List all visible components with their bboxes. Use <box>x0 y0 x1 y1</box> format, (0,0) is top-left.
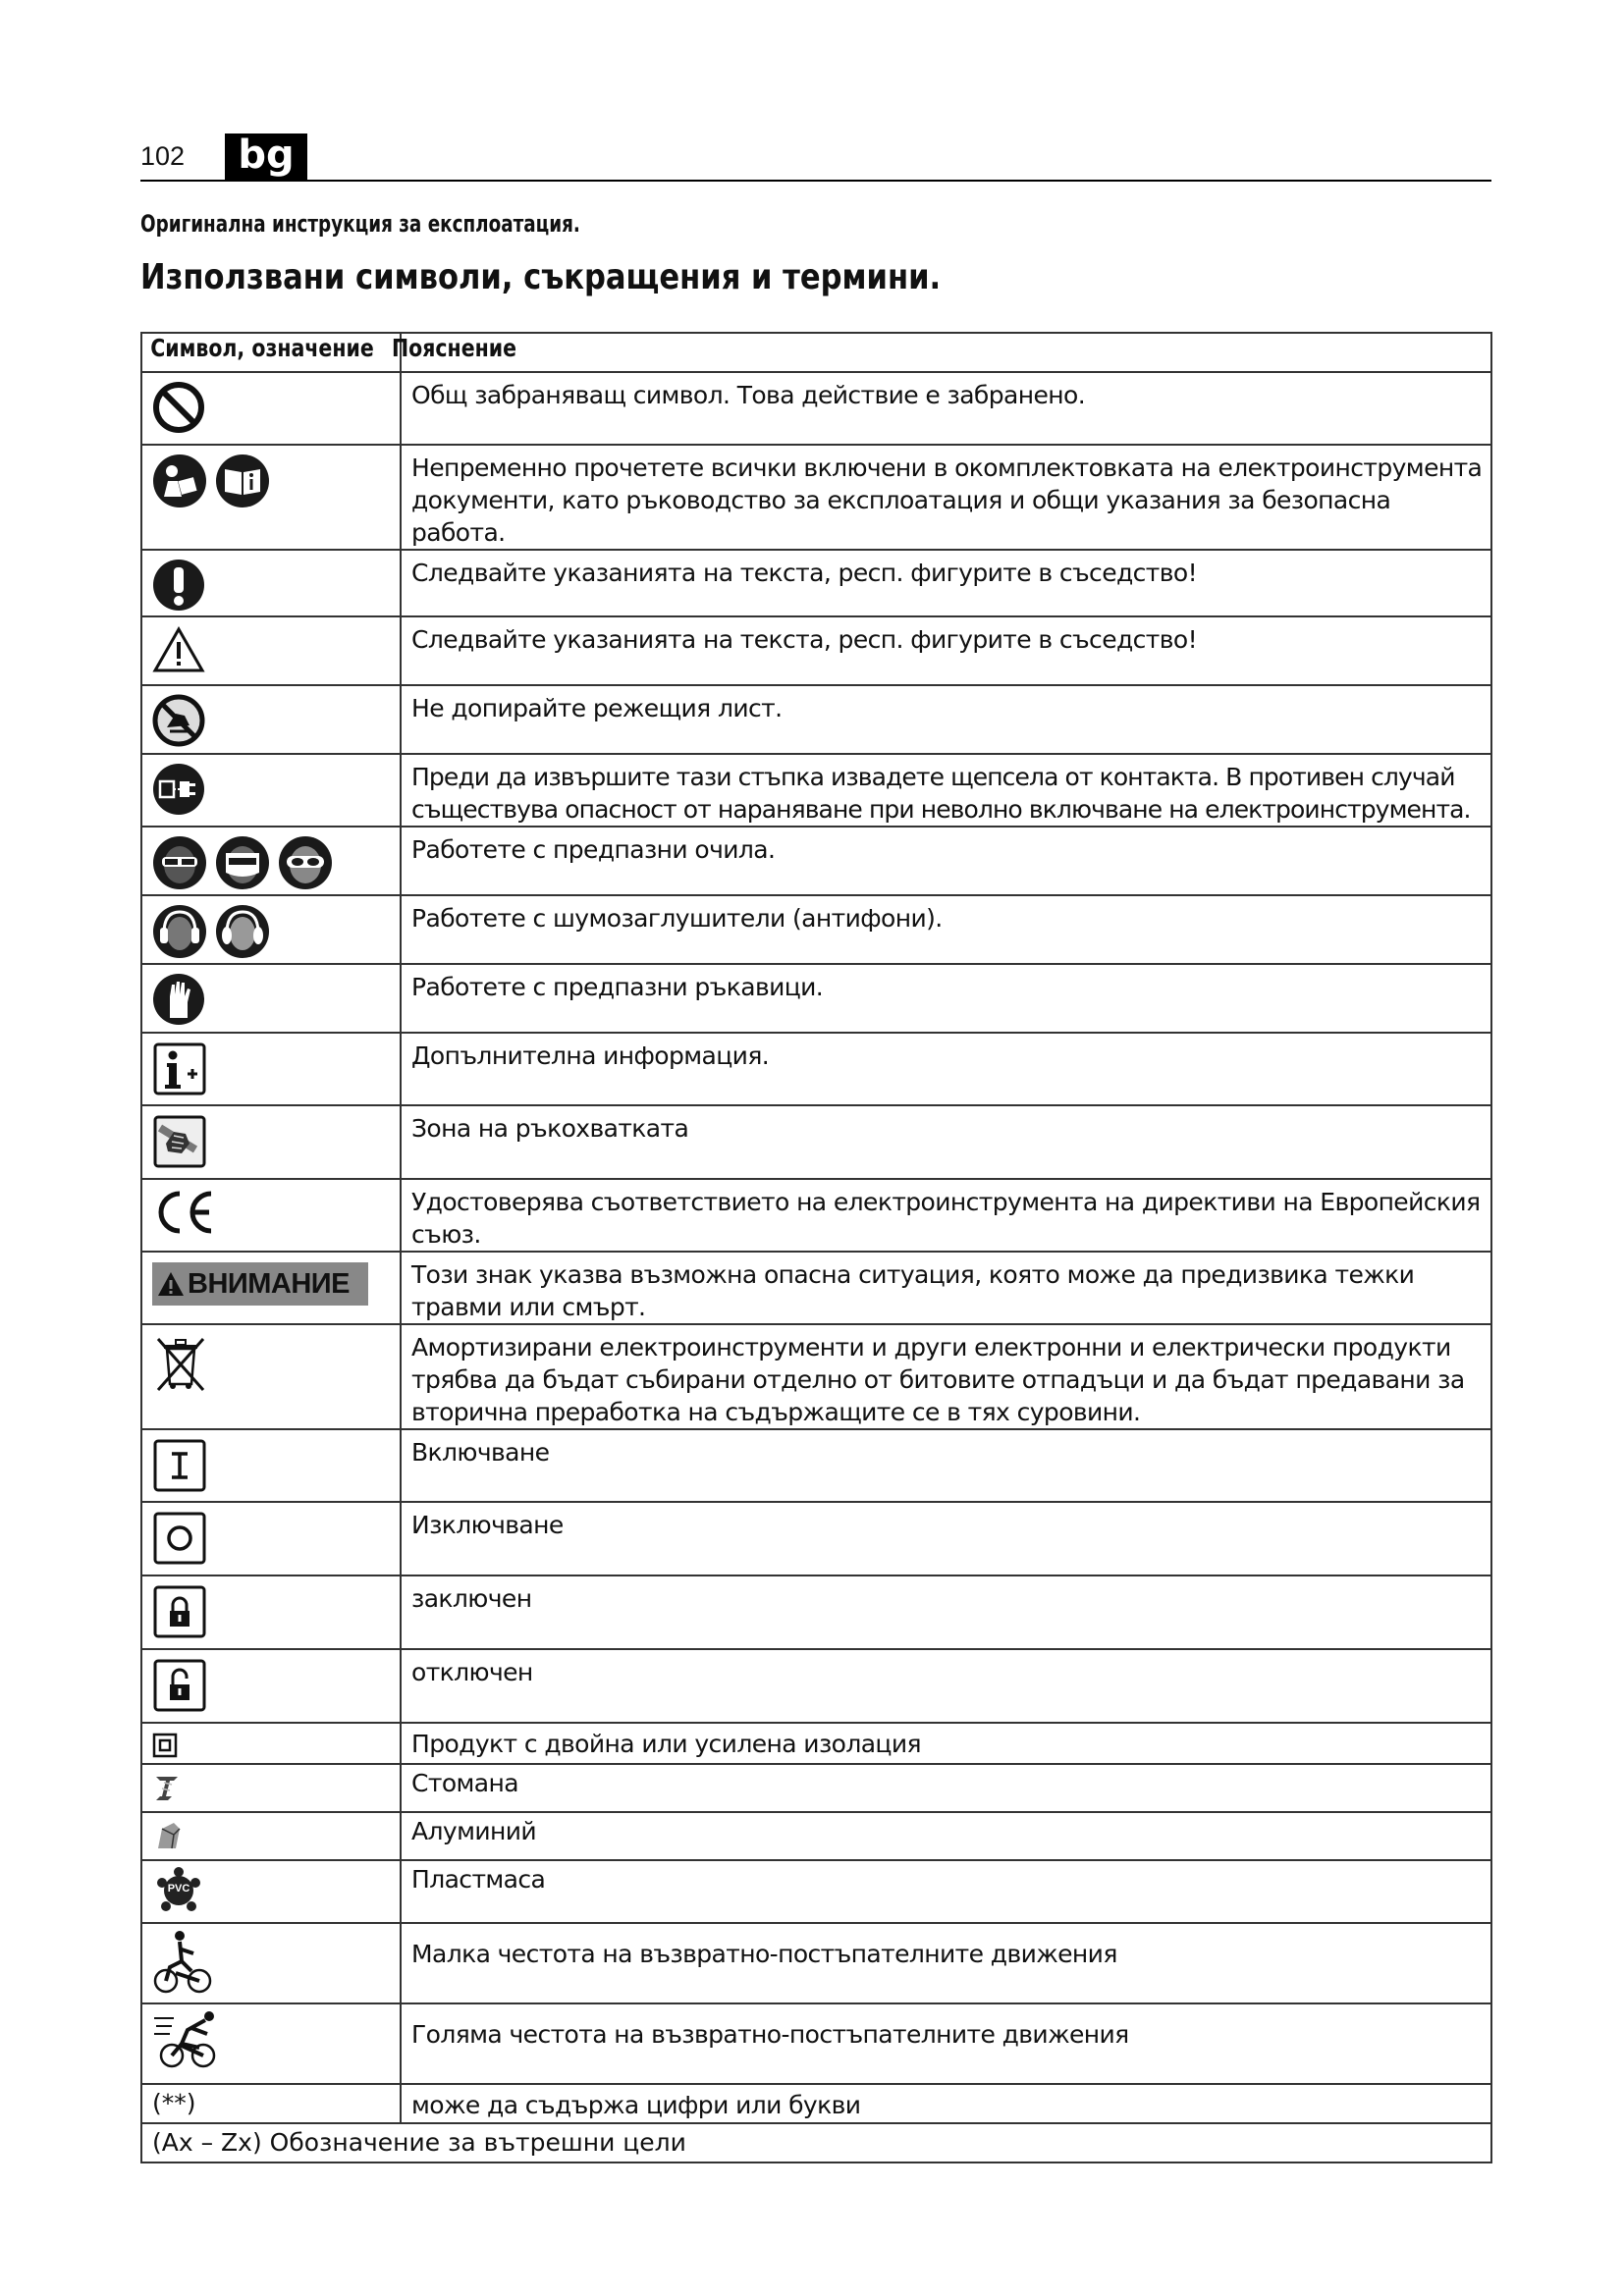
table-row <box>141 895 1491 964</box>
locked-icon <box>152 1584 207 1639</box>
fast-cyclist-icon <box>152 2010 223 2071</box>
table-row <box>141 616 1491 685</box>
table-row-footer <box>141 2123 1491 2163</box>
steel-icon <box>152 1771 186 1804</box>
row-description: Работете с предпазни очила. <box>401 827 1491 895</box>
document-subtitle: Оригинална инструкция за експлоатация. <box>140 210 580 238</box>
row-description: Непременно прочетете всички включени в окомплектовката на електроинструмента документи, като ръководство за експлоатация и общи указания за безопасна работа. <box>401 445 1491 550</box>
page-title: Използвани символи, съкращения и термини. <box>140 257 942 297</box>
table-row <box>141 1179 1491 1252</box>
table-row <box>141 1723 1491 1764</box>
symbols-table <box>140 332 1492 2163</box>
aluminium-icon <box>152 1819 186 1852</box>
row-description: Стомана <box>401 1764 1491 1812</box>
table-row <box>141 685 1491 754</box>
warning-triangle-icon <box>156 1270 186 1298</box>
caution-badge-icon <box>152 1262 368 1306</box>
table-row <box>141 1860 1491 1923</box>
info-plus-icon <box>152 1041 207 1096</box>
row-description: Продукт с двойна или усилена изолация <box>401 1723 1491 1764</box>
mandatory-exclamation-icon <box>152 559 205 612</box>
slow-cyclist-icon <box>152 1928 213 1997</box>
safety-glasses-icon <box>152 835 207 890</box>
row-description: Пластмаса <box>401 1860 1491 1923</box>
row-description: Работете с шумозаглушители (антифони). <box>401 895 1491 964</box>
row-description: Общ забраняващ символ. Това действие е забранено. <box>401 372 1491 445</box>
header-rule <box>140 180 1491 182</box>
page-number: 102 <box>140 141 186 171</box>
warning-triangle-icon <box>152 625 205 674</box>
column-header-explanation: Пояснение <box>401 333 1491 372</box>
ear-muffs-icon <box>215 904 270 959</box>
manual-book-icon <box>215 454 270 508</box>
row-description: Следвайте указанията на текста, респ. фигурите в съседство! <box>401 550 1491 616</box>
table-row <box>141 1502 1491 1575</box>
power-off-icon <box>152 1511 207 1566</box>
table-row <box>141 1324 1491 1429</box>
goggles-icon <box>278 835 333 890</box>
table-row <box>141 827 1491 895</box>
table-row <box>141 1105 1491 1179</box>
row-description: отключен <box>401 1649 1491 1723</box>
read-manual-icon <box>152 454 207 508</box>
unlocked-icon <box>152 1658 207 1713</box>
prohibition-icon <box>152 381 205 434</box>
row-description: Допълнителна информация. <box>401 1033 1491 1105</box>
pvc-label: PVC <box>167 1883 190 1895</box>
row-description: Амортизирани електроинструменти и други електронни и електрически продукти трябва да бъдат събирани отделно от битовите отпадъци и да бъдат предавани за вторична преработка на съдържащите се в тях суровини. <box>401 1324 1491 1429</box>
row-description: Този знак указва възможна опасна ситуация, която може да предизвика тежки травми или смърт. <box>401 1252 1491 1324</box>
table-row <box>141 1923 1491 2003</box>
table-row <box>141 964 1491 1033</box>
row-description: Зона на ръкохватката <box>401 1105 1491 1179</box>
gloves-icon <box>152 973 205 1026</box>
table-row <box>141 1252 1491 1324</box>
row-description: Не допирайте режещия лист. <box>401 685 1491 754</box>
row-symbol-text: (**) <box>141 2084 401 2123</box>
weee-bin-icon <box>152 1333 209 1394</box>
table-row <box>141 1429 1491 1502</box>
language-badge: bg <box>225 133 307 181</box>
table-row <box>141 372 1491 445</box>
row-description: Работете с предпазни ръкавици. <box>401 964 1491 1033</box>
row-description: Малка честота на възвратно-постъпателните движения <box>401 1923 1491 2003</box>
row-description: Алуминий <box>401 1812 1491 1860</box>
row-description: може да съдържа цифри или букви <box>401 2084 1491 2123</box>
table-row <box>141 445 1491 550</box>
table-row <box>141 550 1491 616</box>
row-description: Голяма честота на възвратно-постъпателните движения <box>401 2003 1491 2084</box>
row-description: Включване <box>401 1429 1491 1502</box>
table-row <box>141 2084 1491 2123</box>
row-description: Удостоверява съответствието на електроинструмента на директиви на Европейския съюз. <box>401 1179 1491 1252</box>
footer-row-text: (Ax – Zx) Обозначение за вътрешни цели <box>141 2123 1491 2163</box>
plastic-pvc-icon <box>152 1867 205 1914</box>
face-shield-icon <box>215 835 270 890</box>
column-header-symbol: Символ, означение <box>141 333 401 372</box>
power-on-icon <box>152 1438 207 1493</box>
table-row <box>141 2003 1491 2084</box>
table-header-row <box>141 333 1491 372</box>
table-row <box>141 1764 1491 1812</box>
do-not-touch-blade-icon <box>152 694 205 747</box>
row-description: Изключване <box>401 1502 1491 1575</box>
ear-protection-icon <box>152 904 207 959</box>
table-row <box>141 754 1491 827</box>
table-row <box>141 1812 1491 1860</box>
table-row <box>141 1033 1491 1105</box>
ce-mark-icon <box>152 1188 217 1237</box>
double-insulation-icon <box>152 1733 178 1758</box>
table-row <box>141 1575 1491 1649</box>
grip-zone-icon <box>152 1114 207 1169</box>
table-row <box>141 1649 1491 1723</box>
caution-badge-label: ВНИМАНИЕ <box>188 1267 350 1300</box>
row-description: заключен <box>401 1575 1491 1649</box>
row-description: Преди да извършите тази стъпка извадете щепсела от контакта. В противен случай съществува опасност от нараняване при неволно включване на електроинструмента. <box>401 754 1491 827</box>
row-description: Следвайте указанията на текста, респ. фигурите в съседство! <box>401 616 1491 685</box>
unplug-icon <box>152 763 205 816</box>
